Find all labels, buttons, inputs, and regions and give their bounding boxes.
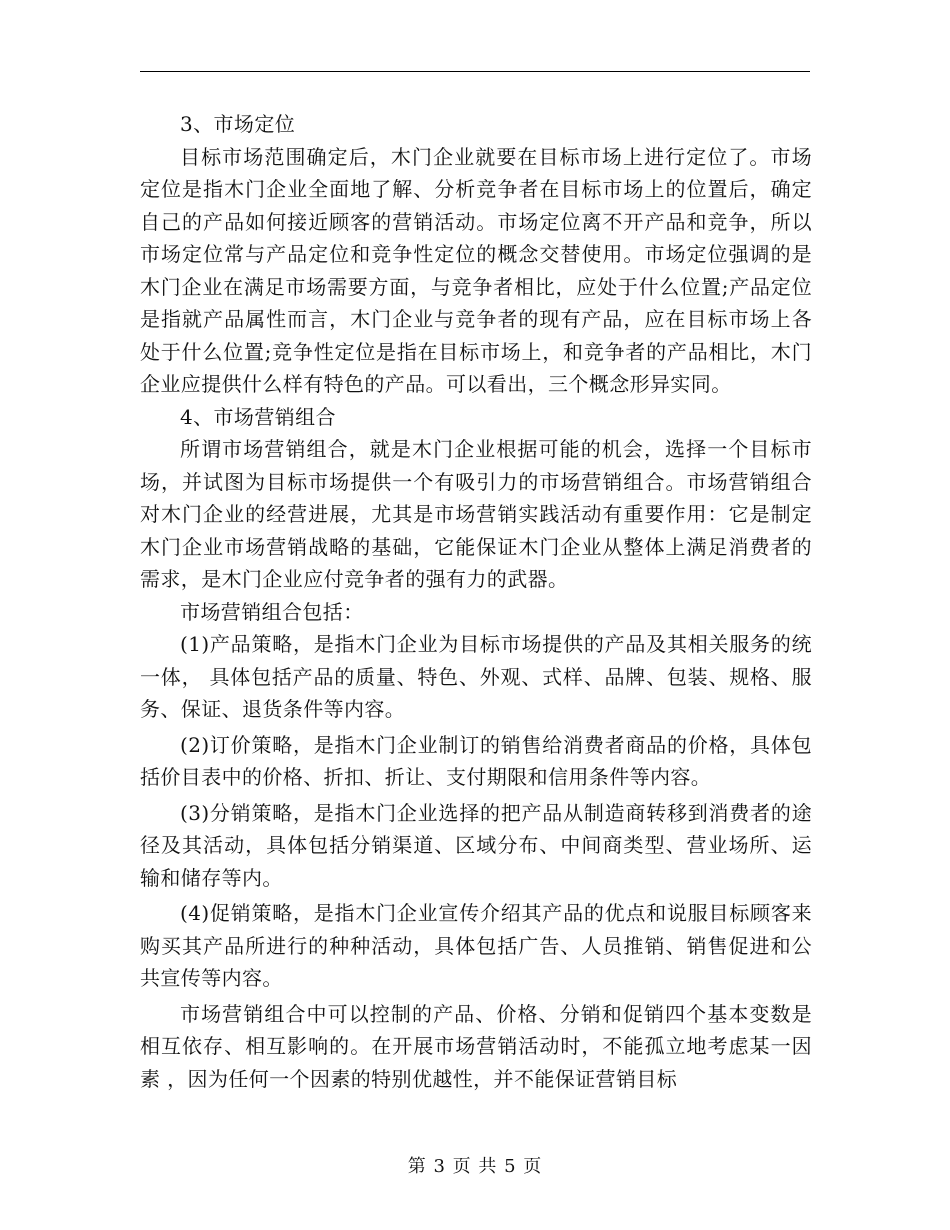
paragraph-mix-interdependence: 市场营销组合中可以控制的产品、价格、分销和促销四个基本变数是相互依存、相互影响的。在开展市场营销活动时，不能孤立地考虑某一因素 ，因为任何一个因素的特别优越性，并不能保证营销目标 [140,1001,812,1091]
paragraph-marketing-mix: 所谓市场营销组合，就是木门企业根据可能的机会，选择一个目标市场，并试图为目标市场提供一个有吸引力的市场营销组合。市场营销组合对木门企业的经营进展，尤其是市场营销实践活动有重要作用：它是制定木门企业市场营销战略的基础，它能保证木门企业从整体上满足消费者的需求，是木门企业应付竞争者的强有力的武器。 [140,437,812,591]
paragraph-mix-includes: 市场营销组合包括： [180,599,364,624]
header-rule [140,71,810,72]
heading-marketing-mix: 4、市场营销组合 [180,404,336,429]
paragraph-pricing-strategy: (2)订价策略，是指木门企业制订的销售给消费者商品的价格，具体包括价目表中的价格、折扣、折让、支付期限和信用条件等内容。 [140,732,812,789]
paragraph-promotion-strategy: (4)促销策略，是指木门企业宣传介绍其产品的优点和说服目标顾客来购买其产品所进行的种种活动，具体包括广告、人员推销、销售促进和公共宣传等内容。 [140,901,812,990]
heading-market-positioning: 3、市场定位 [180,112,296,136]
paragraph-product-strategy: (1)产品策略，是指木门企业为目标市场提供的产品及其相关服务的统一体， 具体包括产品的质量、特色、外观、式样、品牌、包装、规格、服务、保证、退货条件等内容。 [140,632,812,721]
document-body [140,108,812,1095]
paragraph-market-positioning: 目标市场范围确定后，木门企业就要在目标市场上进行定位了。市场定位是指木门企业全面地了解、分析竞争者在目标市场上的位置后，确定自己的产品如何接近顾客的营销活动。市场定位离不开产品和竞争，所以市场定位常与产品定位和竞争性定位的概念交替使用。市场定位强调的是木门企业在满足市场需要方面，与竞争者相比，应处于什么位置;产品定位是指就产品属性而言，木门企业与竞争者的现有产品，应在目标市场上各处于什么位置;竞争性定位是指在目标市场上，和竞争者的产品相比，木门企业应提供什么样有特色的产品。可以看出，三个概念形异实同。 [140,144,812,396]
page-footer: 第 3 页 共 5 页 [407,1156,543,1177]
paragraph-distribution-strategy: (3)分销策略，是指木门企业选择的把产品从制造商转移到消费者的途径及其活动，具体包括分销渠道、区域分布、中间商类型、营业场所、运输和储存等内。 [140,800,812,890]
